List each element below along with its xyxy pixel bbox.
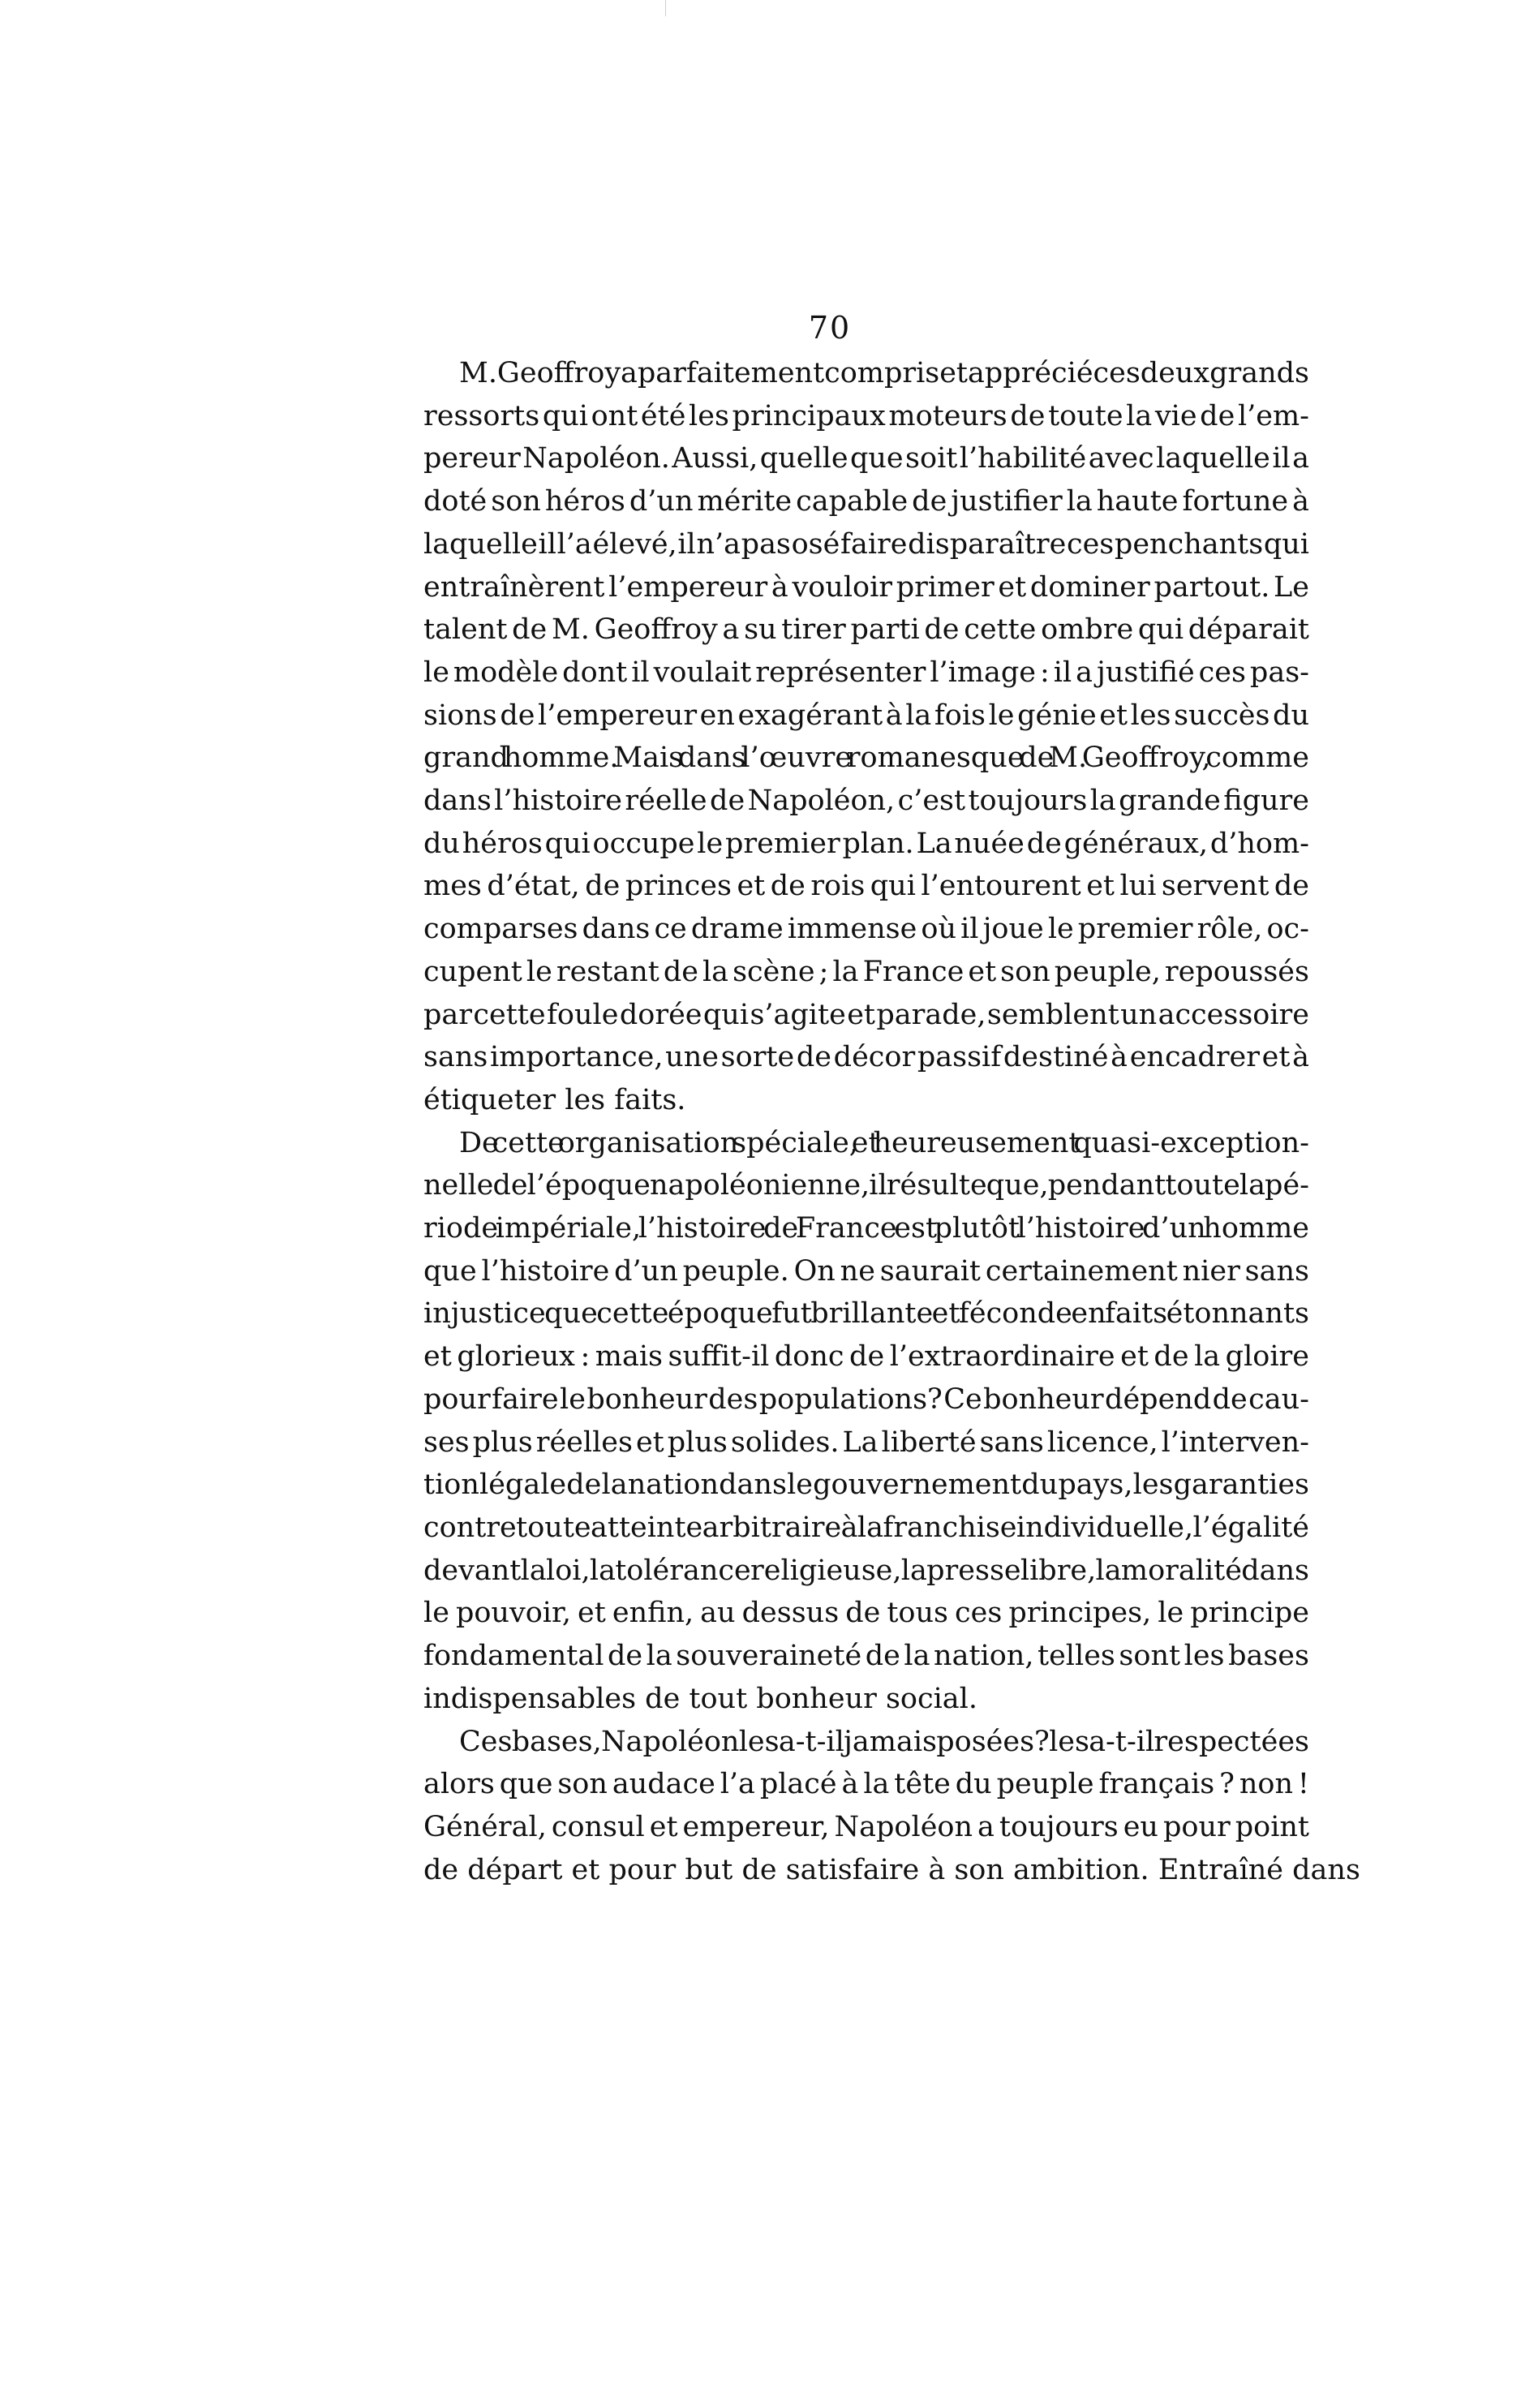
text-line: de départ et pour but de satisfaire à son ambition. Entraîné dans — [423, 1853, 1360, 1886]
body-text — [423, 352, 1360, 1891]
text-line: alors que son audace l’a placé à la tête du peuple français ? non ! — [423, 1768, 1309, 1801]
text-line: ses plus réelles et plus solides. La liberté sans licence, l’interven- — [423, 1425, 1309, 1459]
paragraph — [423, 1122, 1309, 1721]
text-line: étiqueter les faits. — [423, 1083, 686, 1116]
text-line: nelle de l’époque napoléonienne, il résulte que, pendant toute la pé- — [423, 1169, 1309, 1202]
text-line: laquelle il l’a élevé, il n’a pas osé faire disparaître ces penchants qui — [423, 527, 1309, 561]
text-line: entraînèrent l’empereur à vouloir primer et dominer partout. Le — [423, 570, 1309, 604]
text-line: M. Geoffroy a parfaitement compris et apprécié ces deux grands — [459, 357, 1309, 389]
paragraph — [423, 352, 1309, 1122]
text-line: ressorts qui ont été les principaux moteurs de toute la vie de l’em- — [423, 399, 1309, 432]
text-line: le modèle dont il voulait représenter l’image : il a justifié ces pas- — [423, 656, 1309, 689]
text-line: comparses dans ce drame immense où il joue le premier rôle, oc- — [423, 913, 1309, 946]
text-line: grand homme. Mais dans l’œuvre romanesque de M. Geoffroy, comme — [423, 742, 1309, 775]
text-line: pour faire le bonheur des populations? Ce bonheur dépend de cau- — [423, 1382, 1309, 1416]
text-line: Général, consul et empereur, Napoléon a toujours eu pour point — [423, 1810, 1309, 1843]
text-line: De cette organisation spéciale, et heureusement quasi-exception- — [459, 1126, 1309, 1159]
text-line: du héros qui occupe le premier plan. La nuée de généraux, d’hom- — [423, 827, 1309, 860]
text-line: sions de l’empereur en exagérant à la fois le génie et les succès du — [423, 699, 1309, 732]
text-line: cupent le restant de la scène ; la France et son peuple, repoussés — [423, 955, 1309, 988]
text-line: riode impériale, l’histoire de France est plutôt l’histoire d’un homme — [423, 1212, 1309, 1245]
text-line: talent de M. Geoffroy a su tirer parti de cette ombre qui déparait — [423, 613, 1309, 647]
text-line: que l’histoire d’un peuple. On ne saurait certainement nier sans — [423, 1254, 1309, 1288]
scan-edge-mark — [665, 0, 666, 16]
text-line: devant la loi, la tolérance religieuse, la presse libre, la moralité dans — [423, 1554, 1309, 1587]
text-line: fondamental de la souveraineté de la nation, telles sont les bases — [423, 1640, 1309, 1673]
text-line: dans l’histoire réelle de Napoléon, c’est toujours la grande figure — [423, 785, 1309, 818]
text-line: injustice que cette époque fut brillante et féconde en faits étonnants — [423, 1297, 1309, 1331]
text-line: indispensables de tout bonheur social. — [423, 1682, 977, 1715]
text-line: pereur Napoléon. Aussi, quelle que soit l’habilité avec laquelle il a — [423, 442, 1309, 475]
text-line: et glorieux : mais suffit-il donc de l’extraordinaire et de la gloire — [423, 1340, 1309, 1374]
text-line: Ces bases, Napoléon les a-t-il jamais posées? les a-t-il respectées — [459, 1725, 1309, 1758]
text-line: contre toute atteinte arbitraire à la franchise individuelle, l’égalité — [423, 1511, 1309, 1544]
text-line: mes d’état, de princes et de rois qui l’entourent et lui servent de — [423, 870, 1309, 903]
text-line: sans importance, une sorte de décor passif destiné à encadrer et à — [423, 1041, 1309, 1074]
paragraph — [423, 1721, 1360, 1892]
text-line: par cette foule dorée qui s’agite et parade, semblent un accessoire — [423, 998, 1309, 1031]
text-line: doté son héros d’un mérite capable de justifier la haute fortune à — [423, 485, 1309, 518]
page-number: 70 — [808, 310, 852, 346]
text-line: tion légale de la nation dans le gouvernement du pays, les garanties — [423, 1468, 1309, 1502]
text-line: le pouvoir, et enfin, au dessus de tous ces principes, le principe — [423, 1597, 1309, 1630]
